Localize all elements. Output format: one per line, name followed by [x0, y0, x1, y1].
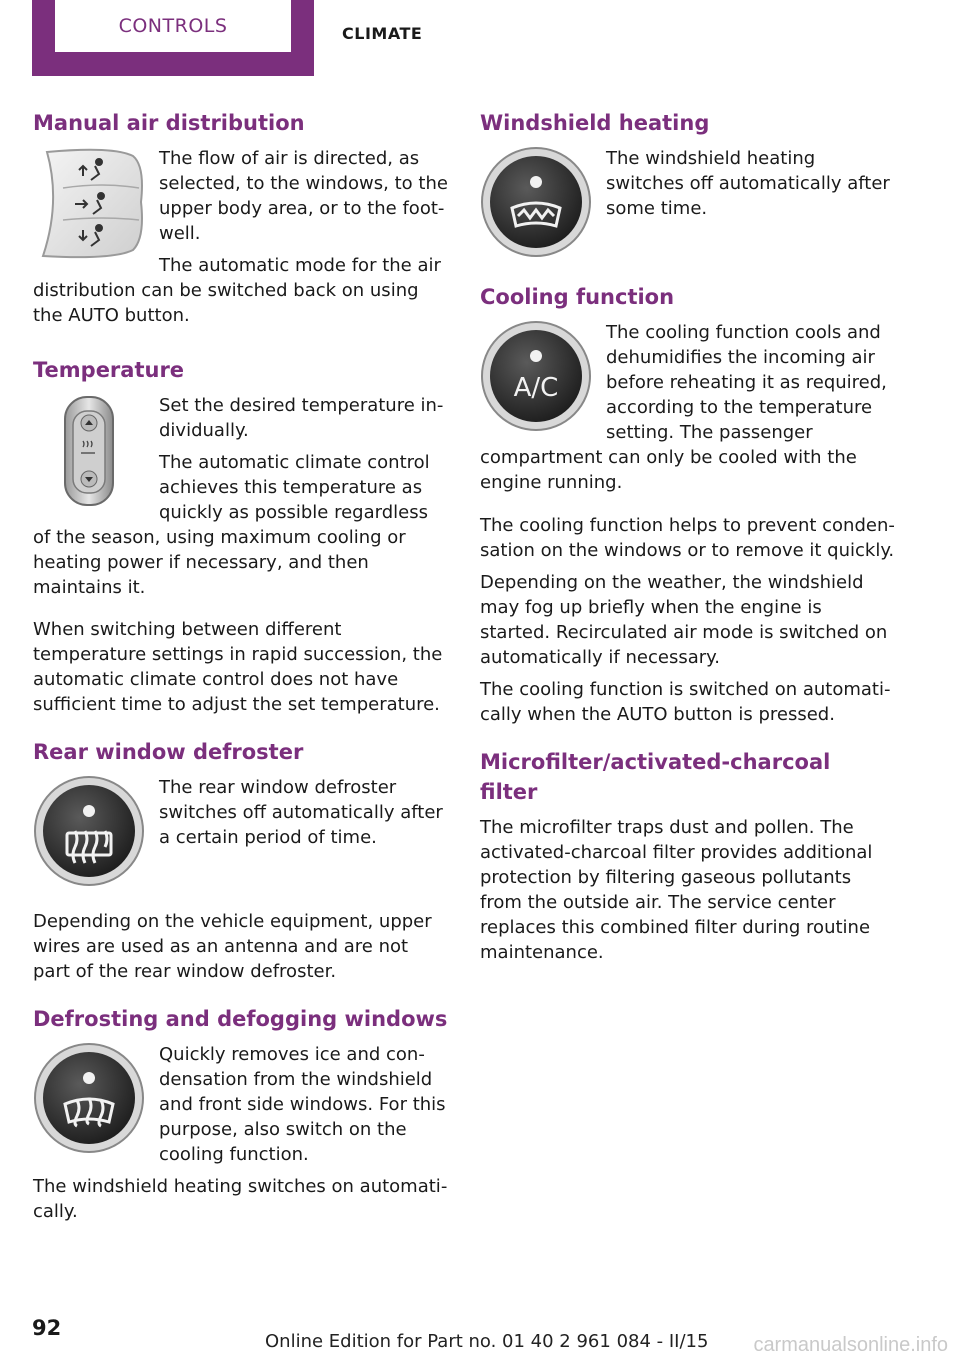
header-tab-climate: CLIMATE	[342, 24, 423, 43]
heading-microfilter: Microfilter/activated-charcoal filter	[480, 750, 831, 804]
section-manual-air-distribution	[33, 108, 448, 335]
header-tab-controls-label: CONTROLS	[55, 0, 291, 52]
air-distribution-buttons-icon	[33, 146, 159, 260]
temperature-paragraph-1: Set the desired temperature individually.	[159, 395, 444, 441]
heading-windshield-heating: Windshield heating	[480, 111, 710, 135]
heading-cooling-function: Cooling function	[480, 285, 675, 309]
section-temperature	[33, 355, 448, 717]
section-defrosting-defogging	[33, 1004, 448, 1224]
windshield-paragraph-1: The windshield heating switches off automatically after some time.	[606, 148, 890, 219]
ac-button-icon	[480, 320, 606, 432]
section-cooling-function	[480, 282, 895, 727]
right-column	[480, 108, 895, 985]
manual-paragraph-2: The automatic mode for the air distribution can be switched back on using the AUTO button.	[33, 255, 441, 326]
section-microfilter	[480, 747, 895, 965]
defrost-paragraph-1: Quickly removes ice and condensation from the windshield and front side windows. For this purpose, also switch on the cooling function.	[159, 1044, 446, 1165]
heading-defrosting-defogging: Defrosting and defogging windows	[33, 1007, 448, 1031]
heading-rear-window-defroster: Rear window defroster	[33, 740, 304, 764]
rear-paragraph-2: Depending on the vehicle equipment, upper wires are used as an antenna and are not part of the rear window defroster.	[33, 911, 432, 982]
temperature-paragraph-2: The automatic climate control achieves this temperature as quickly as possible regardless of the season, using maximum cooling or heating power if necessary, and then maintains it.	[33, 452, 430, 598]
cooling-paragraph-1: The cooling function cools and dehumidifies the incoming air before reheating it as required, according to the temperature setting. The passenger compartment can only be cooled with the engine running.	[480, 322, 887, 493]
manual-paragraph-1: The flow of air is directed, as selected, to the windows, to the upper body area, or to the footwell.	[159, 148, 448, 244]
ac-button-label: A/C	[513, 373, 559, 403]
watermark: carmanualsonline.info	[753, 1334, 948, 1356]
cooling-paragraph-2: The cooling function helps to prevent condensation on the windows or to remove it quickly.	[480, 515, 895, 561]
heading-manual-air-distribution: Manual air distribution	[33, 111, 305, 135]
footer-edition: Online Edition for Part no. 01 40 2 961 084 - II/15	[265, 1331, 709, 1352]
cooling-paragraph-3: Depending on the weather, the windshield may fog up briefly when the engine is started. Recirculated air mode is switched on automatically if necessary.	[480, 572, 888, 668]
rear-paragraph-1: The rear window defroster switches off automatically after a certain period of time.	[159, 777, 443, 848]
windshield-heating-button-icon	[480, 146, 606, 258]
defrost-paragraph-2: The windshield heating switches on automatically.	[33, 1176, 448, 1222]
page-number: 92	[32, 1316, 62, 1340]
cooling-paragraph-4: The cooling function is switched on automatically when the AUTO button is pressed.	[480, 679, 891, 725]
rear-defroster-button-icon	[33, 775, 159, 887]
left-column	[33, 108, 448, 1244]
section-rear-window-defroster	[33, 737, 448, 984]
filter-paragraph-1: The microfilter traps dust and pollen. The activated-charcoal filter provides additional protection by filtering gaseous pollutants from the outside air. The service center replaces this combined filter during routine maintenance.	[480, 817, 873, 963]
temperature-rocker-icon	[33, 393, 159, 509]
heading-temperature: Temperature	[33, 358, 185, 382]
section-windshield-heating	[480, 108, 895, 262]
temperature-paragraph-3: When switching between different temperature settings in rapid succession, the automatic climate control does not have sufficient time to adjust the set temperature.	[33, 619, 443, 715]
defrost-button-icon	[33, 1042, 159, 1154]
header-tab-controls	[32, 0, 314, 76]
